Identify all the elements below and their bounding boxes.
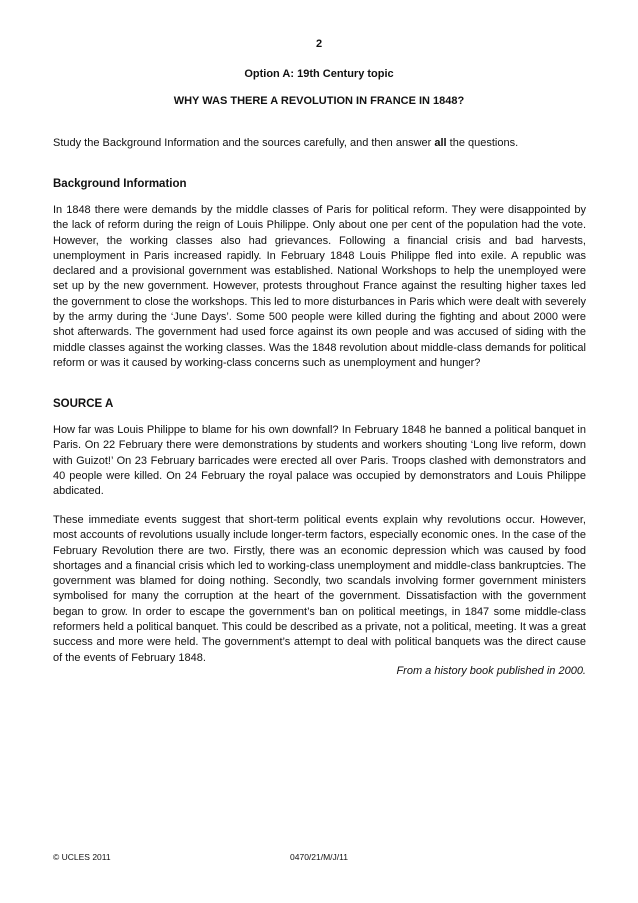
footer-code: 0470/21/M/J/11 — [290, 852, 348, 862]
instructions-emphasis: all — [434, 137, 447, 149]
source-a-title: SOURCE A — [53, 398, 114, 410]
page-number: 2 — [315, 38, 323, 50]
background-text: In 1848 there were demands by the middle classes of Paris for political reform. They were disappointed by the lack of reform during the reign of Louis Philippe. Only about one per cent of the population had the vote. However, the working classes also had grievances. Following a financial crisis and bad harvests, unemployment in Paris increased rapidly. In February 1848 Louis Philippe fled into exile. A republic was declared and a provisional government was established. National Workshops to help the unemployed were set up by the new government. However, protests throughout France against the resulting higher taxes led the government to close the workshops. This led to more disturbances in Paris which were dealt with severely by the army during the ‘June Days’. Some 500 people were killed during the fighting and about 2000 were shot afterwards. The government had used force against its own people and was accused of siding with the middle classes against the working classes. Was the 1848 revolution about middle-class demands for political reform or was it caused by working-class concerns such as unemployment and hunger? — [53, 204, 586, 369]
background-title: Background Information — [53, 178, 187, 190]
source-a-attribution: From a history book published in 2000. — [396, 665, 586, 677]
instructions-before: Study the Background Information and the sources carefully, and then answer — [53, 137, 435, 149]
footer-copyright: © UCLES 2011 — [53, 852, 111, 862]
instructions — [53, 136, 593, 151]
instructions-after: the questions. — [446, 137, 519, 149]
source-a-paragraph-1: How far was Louis Philippe to blame for his own downfall? In February 1848 he banned a political banquet in Paris. On 22 February there were demonstrations by students and workers shouting ‘Long live reform, down with Guizot!’ On 23 February barricades were erected all over Paris. Troops clashed with demonstrators and 40 people were killed. On 24 February the royal palace was occupied by demonstrators and Louis Philippe abdicated. — [53, 424, 586, 498]
source-a-paragraph-2: These immediate events suggest that short-term political events explain why revolutions occur. However, most accounts of revolutions usually include longer-term factors, especially economic ones. In the case of the February Revolution there are two. Firstly, there was an economic depression which was caused by food shortages and a financial crisis which led to working-class unemployment and middle-class bankruptcies. The government was blamed for doing nothing. Secondly, two scandals involving former government ministers symbolised for many the corruption at the heart of the government. Dissatisfaction with the government began to grow. In order to escape the government’s ban on political meetings, in 1847 some middle-class reformers held a political banquet. This could be described as a private, not a political, meeting. It was a great success and more were held. The government’s attempt to deal with political banquets was the direct cause of the events of February 1848. — [53, 514, 586, 664]
question-heading: WHY WAS THERE A REVOLUTION IN FRANCE IN 1848? — [173, 95, 465, 107]
option-heading: Option A: 19th Century topic — [244, 68, 394, 80]
